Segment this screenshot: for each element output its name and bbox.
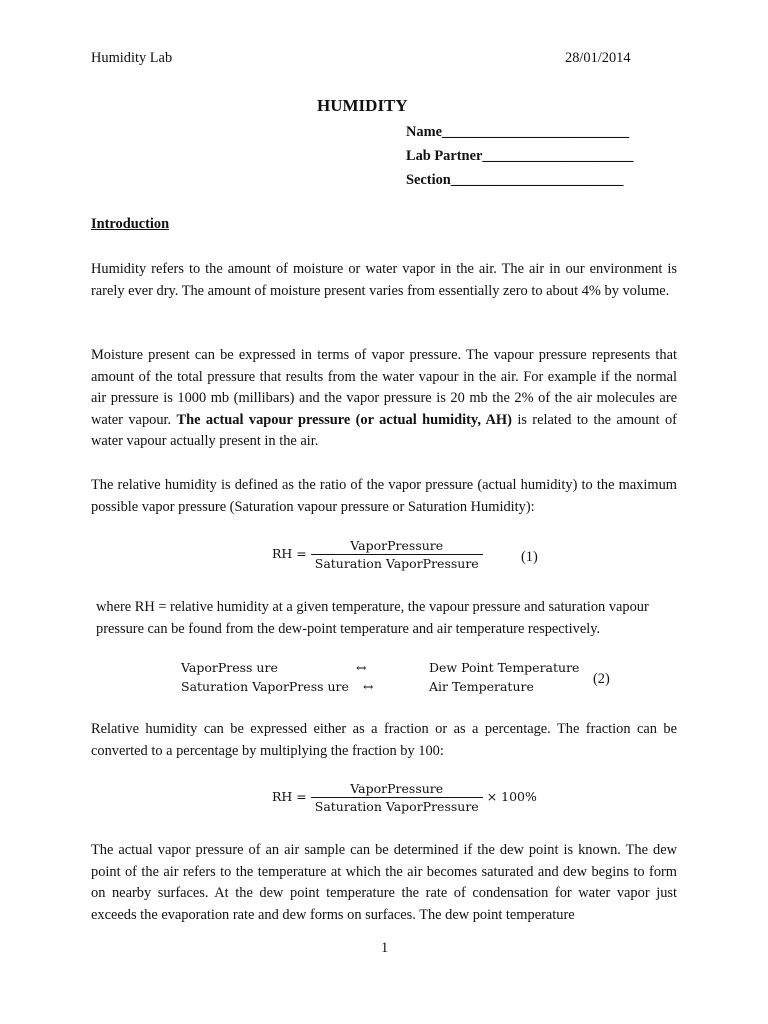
eq3-numerator: VaporPressure (311, 781, 483, 798)
header-left: Humidity Lab (91, 50, 173, 66)
eq2-row2-right: Air Temperature (429, 679, 534, 694)
equation-2-tag: (2) (593, 671, 610, 687)
equation-1 (272, 538, 483, 571)
eq2-row1-left: VaporPress ure (181, 660, 278, 675)
header-date: 28/01/2014 (565, 50, 631, 66)
page-title: HUMIDITY (317, 96, 408, 115)
section-field: Section________________________ (406, 172, 624, 188)
eq1-fraction (311, 538, 483, 571)
eq2-row1-right: Dew Point Temperature (429, 660, 580, 675)
equation-1-tag: (1) (521, 549, 538, 565)
name-field: Name__________________________ (406, 124, 630, 140)
paragraph-1: Humidity refers to the amount of moisture or water vapor in the air. The air in our environment is rarely ever dry. The amount of moisture present varies from essentially zero to about 4% by volume. (91, 261, 677, 299)
section-heading-introduction: Introduction (91, 216, 170, 232)
eq2-row2-arrow: ↔ (363, 679, 374, 694)
eq3-fraction (311, 781, 483, 814)
bold-term: The actual vapour pressure (or actual humidity, AH) (176, 411, 512, 428)
eq1-lhs: RH = (272, 546, 307, 561)
eq3-rhs: × 100% (486, 789, 537, 804)
paragraph-5: Relative humidity can be expressed either as a fraction or as a percentage. The fraction can be converted to a percentage by multiplying the fraction by 100: (91, 721, 677, 759)
eq2-row2-left: Saturation VaporPress ure (181, 679, 349, 694)
eq2-row1-arrow: ↔ (356, 660, 367, 675)
paragraph-2: Moisture present can be expressed in terms of vapor pressure. The vapour pressure represents that amount of the total pressure that results from the water vapour in the air. For example if the normal air pressure is 1000 mb (millibars) and the vapor pressure is 20 mb the 2% of the air molecules are water vapour. The actual vapour pressure (or actual humidity, AH) is related to the amount of water vapour actually present in the air. (91, 347, 677, 449)
eq1-numerator: VaporPressure (311, 538, 483, 555)
paragraph-3: The relative humidity is defined as the ratio of the vapor pressure (actual humidity) to the maximum possible vapor pressure (Saturation vapour pressure or Saturation Humidity): (91, 477, 677, 515)
paragraph-6: The actual vapor pressure of an air sample can be determined if the dew point is known. The dew point of the air refers to the temperature at which the air becomes saturated and dew begins to form on nearby surfaces. At the dew point temperature the rate of condensation for water vapor just exceeds the evaporation rate and dew forms on surfaces. The dew point temperature (91, 842, 677, 923)
equation-2 (181, 658, 601, 696)
equation-3 (272, 781, 537, 814)
lab-partner-field: Lab Partner_____________________ (406, 148, 634, 164)
page-number: 1 (381, 940, 389, 956)
eq1-denominator: Saturation VaporPressure (314, 556, 479, 571)
paragraph-4: where RH = relative humidity at a given temperature, the vapour pressure and saturation vapour pressure can be found from the dew-point temperature and air temperature respectively. (96, 599, 649, 637)
eq3-denominator: Saturation VaporPressure (314, 799, 479, 814)
eq3-lhs: RH = (272, 789, 307, 804)
